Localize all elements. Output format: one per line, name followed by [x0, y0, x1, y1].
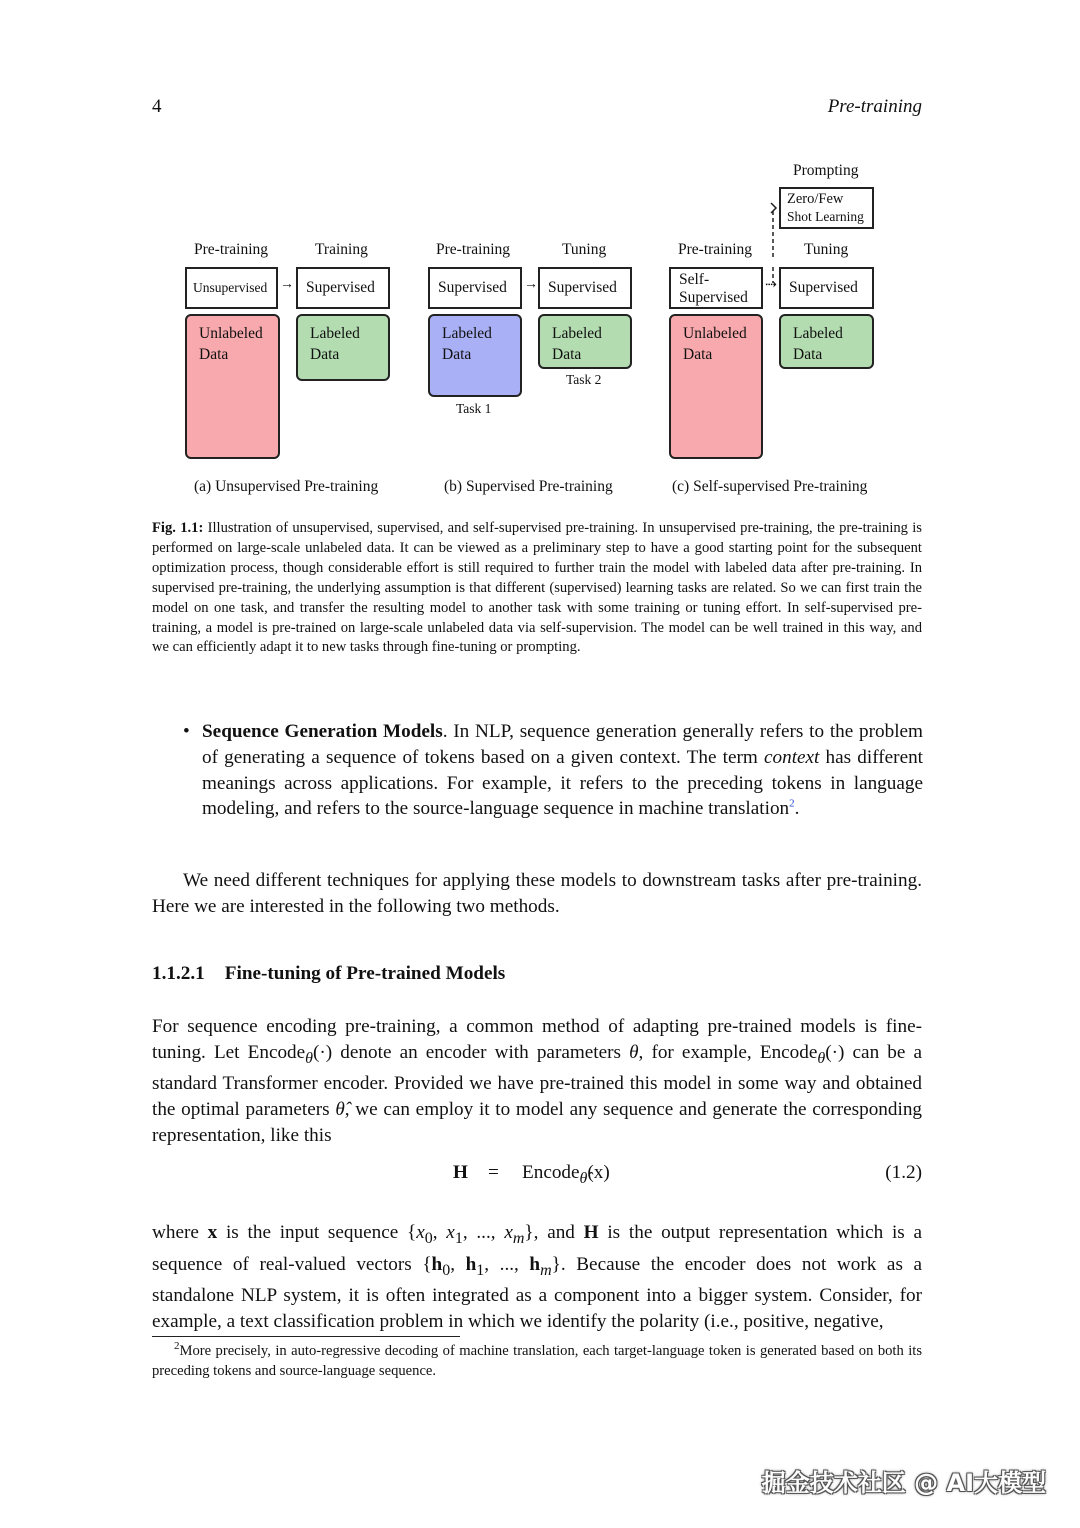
- data-label: Labeled: [310, 325, 360, 342]
- paragraph: [152, 1220, 922, 1335]
- supervised-box: Supervised: [779, 267, 874, 309]
- dashed-arrow-icon: ⇢: [765, 278, 777, 293]
- supervised-box: Supervised: [428, 267, 522, 309]
- bullet-icon: •: [183, 721, 190, 742]
- data-label: Labeled: [442, 325, 492, 342]
- text: can be a standard Transformer encoder. Provided we have pre-trained this model in some way and obtained the optimal parameters: [152, 1041, 922, 1121]
- box-label: Supervised: [679, 289, 748, 306]
- task-label: Task 1: [456, 401, 492, 416]
- text: , we can employ it to model any sequence and generate the corresponding representation, like this: [152, 1099, 923, 1147]
- labeled-data-block-task1: [428, 314, 522, 397]
- data-label: Unlabeled: [683, 325, 747, 342]
- text: .: [794, 798, 800, 820]
- stage-label: Tuning: [804, 241, 849, 258]
- bullet-term: Sequence Generation Models: [202, 721, 443, 742]
- data-label: Data: [199, 345, 229, 363]
- supervised-box: Supervised: [296, 267, 390, 309]
- equation-number: (1.2): [885, 1162, 922, 1183]
- labeled-data-block: [779, 314, 874, 369]
- text: has different meanings across applications. For example, it refers to the preceding tokens in language modeling, and refers to the source-language sequence in machine translation: [202, 746, 924, 820]
- text: , and: [533, 1222, 584, 1243]
- equation-operator: =: [488, 1162, 499, 1183]
- data-label: Unlabeled: [199, 325, 263, 342]
- math-func: Encode: [522, 1162, 580, 1183]
- footnote-text: More precisely, in auto-regressive decoding of machine translation, each target-language token is generated based on both its preceding tokens and source-language sequence.: [152, 1343, 922, 1379]
- text: . In NLP, sequence generation generally refers to the problem of generating a sequence of tokens based on a given context. The term: [202, 721, 923, 768]
- stage-label: Pre-training: [678, 241, 753, 258]
- caption-text: Illustration of unsupervised, supervised, and self-supervised pre-training. In unsupervised pre-training, the pre-training is performed on large-scale unlabeled data. It can be viewed as a preliminary step to have a good starting point for the subsequent optimization process, though considerable effort is still required to further train the model with labeled data after pre-training. In supervised pre-training, the underlying assumption is that different (supervised) learning tasks are related. So we can first train the model on one task, and transfer the resulting model to another task with some training or tuning effort. In self-supervised pre-training, a model is pre-trained on large-scale unlabeled data via self-supervision. The model can be well trained in this way, and we can efficiently adapt it to new tasks through fine-tuning or prompting.: [152, 520, 922, 656]
- paragraph: We need different techniques for applying these models to downstream tasks after pre-training. Here we are interested in the following two methods.: [152, 870, 922, 917]
- labeled-data-block: [296, 314, 390, 381]
- text: denote an encoder with parameters: [332, 1041, 630, 1063]
- bullet-item: [183, 719, 923, 822]
- section-number: 1.1.2.1: [152, 963, 205, 984]
- subfigure-caption: (c) Self-supervised Pre-training: [672, 478, 868, 495]
- data-label: Labeled: [793, 325, 843, 342]
- subfigure-caption: (a) Unsupervised Pre-training: [194, 478, 379, 495]
- stage-label: Prompting: [793, 162, 859, 179]
- section-title: Fine-tuning of Pre-trained Models: [224, 963, 506, 984]
- data-label: Data: [683, 345, 713, 363]
- figure-caption: [152, 519, 922, 658]
- subfigure-caption: (b) Supervised Pre-training: [444, 478, 613, 495]
- math-x: x: [207, 1222, 218, 1243]
- stage-label: Training: [315, 241, 368, 258]
- math-sequence: {$x_0$, $x_1$, ..., $x_m$}: [406, 1222, 534, 1247]
- figure-label: Fig. 1.1:: [152, 520, 204, 536]
- stage-label: Tuning: [562, 241, 607, 258]
- math-encode: Encode$_\theta$(·): [247, 1041, 333, 1067]
- data-label: Data: [552, 345, 582, 363]
- math-vectors: {$h_0$, $h_1$, ..., $h_m$}: [422, 1253, 561, 1279]
- footnote-rule: [152, 1336, 460, 1337]
- watermark: 掘金技术社区 @ AI大模型: [761, 1469, 1046, 1497]
- equation-rhs: Encode$_{\thetâ}$(x): [522, 1162, 610, 1187]
- math-theta-hat: θ̂: [335, 1099, 345, 1121]
- box-label: Shot Learning: [787, 209, 864, 224]
- running-title: Pre-training: [827, 96, 922, 117]
- text: For sequence encoding pre-training, a common method of adapting pre-trained models is fine-tuning. Let: [152, 1016, 922, 1063]
- emphasis: context: [763, 746, 820, 768]
- data-label: Data: [793, 345, 823, 363]
- unlabeled-data-block: [185, 314, 280, 459]
- page-number: 4: [152, 96, 162, 117]
- box-label: Zero/Few: [787, 191, 844, 207]
- section-heading: [152, 963, 505, 985]
- footnote-mark: 2: [174, 1340, 180, 1353]
- data-label: Labeled: [552, 325, 602, 342]
- math-h: H: [583, 1222, 599, 1243]
- bullet-text: [202, 719, 923, 822]
- self-supervised-box: [669, 267, 763, 309]
- data-label: Data: [310, 345, 340, 363]
- unsupervised-box: Unsupervised: [185, 267, 278, 309]
- math-arg: (x): [587, 1162, 610, 1183]
- arrow-icon: →: [280, 277, 294, 292]
- arrow-icon: →: [524, 277, 538, 292]
- footnote-ref[interactable]: 2: [789, 798, 795, 810]
- text: is the output representation which is a sequence of real-valued vectors: [152, 1222, 923, 1275]
- task-label: Task 2: [566, 372, 602, 387]
- box-label: Self-: [679, 271, 710, 288]
- unlabeled-data-block: [669, 314, 763, 459]
- stage-label: Pre-training: [194, 241, 269, 258]
- equation-lhs: H: [453, 1162, 468, 1183]
- data-label: Data: [442, 345, 472, 363]
- math-theta: θ: [629, 1041, 639, 1063]
- text: . Because the encoder does not work as a standalone NLP system, it is often integrated as a component into a bigger system. Consider, for example, a text classification problem in which we identify the polarity (i.e., positive, negative,: [152, 1253, 923, 1333]
- stage-label: Pre-training: [436, 241, 511, 258]
- paragraph: [152, 1014, 922, 1149]
- text: , for example,: [638, 1041, 760, 1063]
- text: is the input sequence: [217, 1222, 407, 1243]
- footnote: [152, 1341, 922, 1381]
- text: where: [152, 1222, 208, 1243]
- labeled-data-block-task2: [538, 314, 632, 369]
- math-encode: Encode$_\theta$(·): [759, 1041, 845, 1067]
- supervised-box: Supervised: [538, 267, 632, 309]
- zero-few-shot-box: [779, 187, 874, 229]
